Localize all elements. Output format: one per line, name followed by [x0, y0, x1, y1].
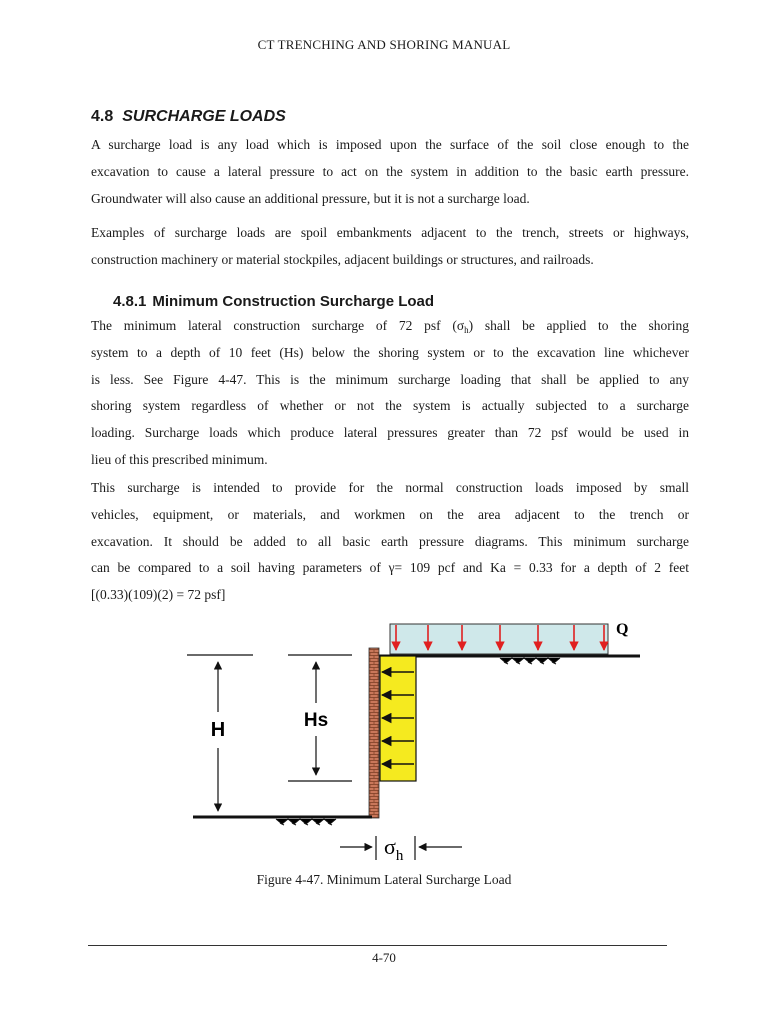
sigma-subscript: h: [395, 848, 404, 864]
text-line: can be compared to a soil having parameters of γ= 109 pcf and Ka = 0.33 for a depth of 2 feet: [91, 560, 689, 576]
text-line: excavation. It should be added to all basic earth pressure diagrams. This minimum surcharge: [91, 533, 689, 549]
text-line: system to a depth of 10 feet (Hs) below the shoring system or to the excavation line whichever: [91, 344, 689, 360]
text-line: construction machinery or material stockpiles, adjacent buildings or structures, and railroads.: [91, 251, 594, 267]
subscript: h: [464, 325, 469, 335]
soil-hatch-bottom: [276, 819, 336, 825]
text-line: is less. See Figure 4-47. This is the minimum surcharge loading that shall be applied to any: [91, 371, 689, 387]
text-line: This surcharge is intended to provide for the normal construction loads imposed by small: [91, 480, 689, 495]
shoring-wall: [369, 648, 379, 818]
section-number: 4.8: [91, 108, 114, 125]
page-number: 4-70: [372, 950, 396, 965]
text-line: Examples of surcharge loads are spoil embankments adjacent to the trench, streets or highways,: [91, 225, 689, 240]
label-sigma-h: [384, 834, 404, 864]
subsection-number: 4.8.1: [113, 293, 147, 310]
text-line: lieu of this prescribed minimum.: [91, 451, 268, 467]
footer-rule: [88, 945, 667, 946]
section-paragraph-1: [91, 132, 689, 212]
surcharge-load-block: [390, 624, 608, 654]
subsection-paragraph-1: [91, 313, 689, 474]
text-line: loading. Surcharge loads which produce lateral pressures greater than 72 psf would be used in: [91, 425, 689, 441]
text-line: shoring system regardless of whether or not the system is actually subjected to a surcharge: [91, 398, 689, 414]
label-q: Q: [616, 621, 629, 638]
text-line: A surcharge load is any load which is imposed upon the surface of the soil close enough to the: [91, 137, 689, 152]
text-line: [91, 313, 689, 340]
text-line: Groundwater will also cause an additional pressure, but it is not a surcharge load.: [91, 190, 530, 206]
sigma-symbol: σ: [384, 834, 396, 859]
surcharge-figure: [0, 610, 768, 870]
subsection-title: Minimum Construction Surcharge Load: [152, 293, 435, 310]
section-paragraph-2: [91, 220, 689, 274]
figure-caption: Figure 4-47. Minimum Lateral Surcharge Load: [256, 872, 512, 887]
label-h: H: [210, 719, 226, 741]
text-line: [(0.33)(109)(2) = 72 psf]: [91, 587, 226, 603]
soil-hatch-top: [500, 658, 560, 664]
subsection-heading: [113, 293, 434, 310]
subsection-paragraph-2: [91, 475, 689, 609]
running-header: CT TRENCHING AND SHORING MANUAL: [257, 37, 511, 52]
section-heading: [91, 108, 286, 126]
label-hs: Hs: [303, 710, 329, 731]
text-fragment: ) shall be applied to the shoring: [468, 318, 689, 333]
section-title: SURCHARGE LOADS: [122, 108, 286, 125]
text-fragment: The minimum lateral construction surcharge of 72 psf (: [91, 318, 457, 333]
text-line: excavation to cause a lateral pressure to act on the system in addition to the basic earth pressure.: [91, 163, 689, 179]
text-line: vehicles, equipment, or materials, and workmen on the area adjacent to the trench or: [91, 506, 689, 522]
sigma-symbol: σ: [456, 318, 465, 333]
